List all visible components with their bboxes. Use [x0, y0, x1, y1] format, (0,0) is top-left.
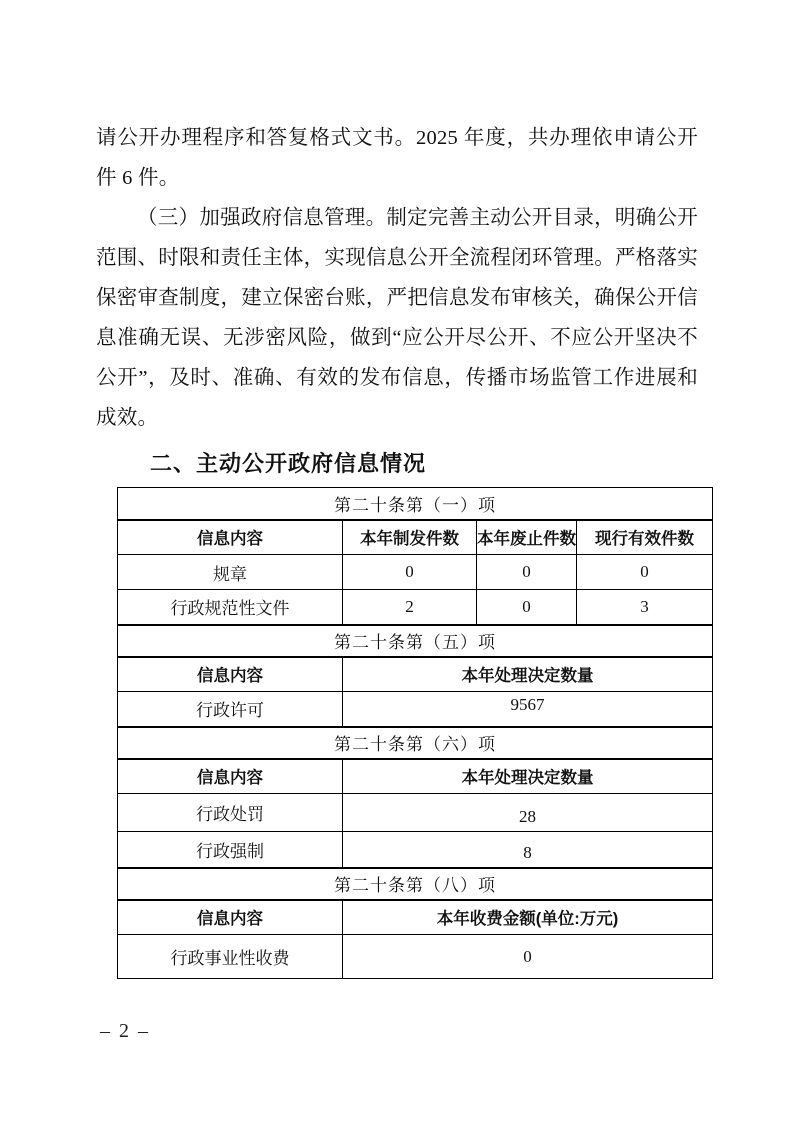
column-header: 现行有效件数 [577, 520, 713, 555]
cell-value: 0 [577, 555, 713, 590]
paragraph-continuation: 请公开办理程序和答复格式文书。2025 年度，共办理依申请公开件 6 件。 [96, 127, 698, 189]
table-section-title: 第二十条第（一）项 [118, 488, 713, 520]
table-row [118, 590, 713, 625]
row-label: 规章 [118, 555, 343, 590]
body-text [96, 118, 698, 438]
row-label: 行政许可 [118, 692, 343, 727]
table-section-title: 第二十条第（五）项 [118, 625, 713, 657]
table-row [118, 935, 713, 979]
column-header: 信息内容 [118, 759, 343, 794]
table-section-title: 第二十条第（八）项 [118, 868, 713, 900]
disclosure-table [117, 487, 713, 979]
cell-value: 0 [477, 590, 577, 625]
table-header-row [118, 900, 713, 935]
cell-value: 9567 [343, 692, 713, 727]
table-row [118, 832, 713, 868]
table-section-title: 第二十条第（六）项 [118, 727, 713, 759]
table-row [118, 692, 713, 727]
table-section-title-row [118, 625, 713, 657]
table-header-row [118, 657, 713, 692]
column-header: 本年制发件数 [343, 520, 477, 555]
cell-value: 8 [343, 832, 713, 868]
cell-value: 0 [343, 555, 477, 590]
table-section-title-row [118, 488, 713, 520]
table-row [118, 794, 713, 832]
column-header: 信息内容 [118, 657, 343, 692]
row-label: 行政强制 [118, 832, 343, 868]
row-label: 行政规范性文件 [118, 590, 343, 625]
column-header: 本年收费金额(单位:万元) [343, 900, 713, 935]
column-header: 信息内容 [118, 900, 343, 935]
page-number: – 2 – [100, 1020, 150, 1042]
cell-value: 0 [343, 935, 713, 979]
column-header: 本年废止件数 [477, 520, 577, 555]
section-heading: 二、主动公开政府信息情况 [150, 451, 427, 476]
column-header: 信息内容 [118, 520, 343, 555]
table-header-row [118, 759, 713, 794]
row-label: 行政处罚 [118, 794, 343, 832]
cell-value: 0 [477, 555, 577, 590]
table-section-title-row [118, 868, 713, 900]
column-header: 本年处理决定数量 [343, 657, 713, 692]
table-header-row [118, 520, 713, 555]
cell-value: 3 [577, 590, 713, 625]
table-row [118, 555, 713, 590]
table-section-title-row [118, 727, 713, 759]
paragraph-item-3: （三）加强政府信息管理。制定完善主动公开目录，明确公开范围、时限和责任主体，实现信息公开全流程闭环管理。严格落实保密审查制度，建立保密台账，严把信息发布审核关，确保公开信息准确无误、无涉密风险，做到“应公开尽公开、不应公开坚决不公开”，及时、准确、有效的发布信息，传播市场监管工作进展和成效。 [96, 207, 698, 429]
cell-value: 28 [343, 794, 713, 832]
cell-value: 2 [343, 590, 477, 625]
column-header: 本年处理决定数量 [343, 759, 713, 794]
row-label: 行政事业性收费 [118, 935, 343, 979]
